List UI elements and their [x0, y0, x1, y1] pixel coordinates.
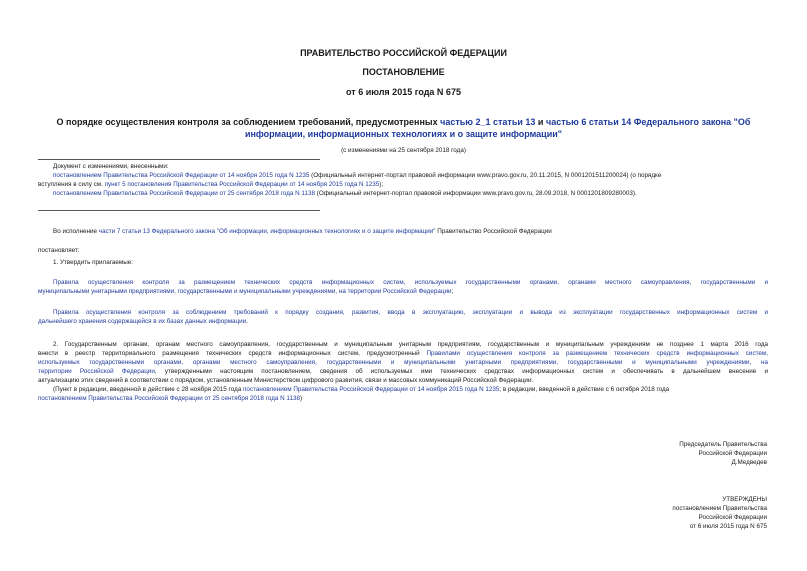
issuing-authority: ПРАВИТЕЛЬСТВО РОССИЙСКОЙ ФЕДЕРАЦИИ: [300, 48, 507, 58]
paragraph-2: [38, 340, 768, 403]
preamble-text: Во исполнение: [53, 228, 99, 235]
amendments-intro: Документ с изменениями, внесенными:: [53, 163, 169, 170]
amendment-2-link[interactable]: постановлением Правительства Российской Федерации от 25 сентября 2018 года N 1138: [53, 190, 315, 197]
document-title: [0, 116, 807, 140]
p2-note-link-2[interactable]: постановлением Правительства Российской Федерации от 25 сентября 2018 года N 1138: [38, 395, 300, 402]
rules-1-end: ;: [451, 288, 454, 295]
paragraph-1: 1. Утвердить прилагаемые:: [53, 259, 133, 266]
rules-1-link-cont[interactable]: муниципальными унитарными предприятиями, государственными и муниципальными учреждениями, на территории Российской Федерации: [38, 288, 452, 295]
title-text-and: и: [535, 117, 546, 127]
amendment-1-link[interactable]: постановлением Правительства Российской Федерации от 14 ноября 2015 года N 1235: [53, 172, 310, 179]
p2-note-mid: ; в редакции, введенной в действие с 6 октября 2018 года: [499, 386, 670, 393]
preamble-post: Правительство Российской Федерации: [435, 228, 552, 235]
p2-note-cont: [38, 394, 768, 403]
amendment-item-1-cont: [38, 180, 773, 189]
rules-2-line-2: [38, 317, 768, 326]
amendment-1-cont-text: вступления в силу см.: [38, 181, 105, 188]
title-text: О порядке осуществления контроля за соблюдением требований, предусмотренных: [56, 117, 441, 127]
rules-1-link[interactable]: Правила осуществления контроля за размещением технических средств информационных систем, используемых государственными органами, органами местного самоуправления, государственными и: [53, 279, 768, 286]
divider-top: [38, 159, 320, 160]
decides-label: постановляет:: [38, 247, 80, 254]
approved-line-4: от 6 июля 2015 года N 675: [689, 523, 767, 530]
signature-country: Российской Федерации: [698, 450, 767, 457]
revision-note: (с изменениями на 25 сентября 2018 года): [341, 147, 466, 154]
amendment-item-2: [53, 189, 773, 198]
amendment-1-end: );: [379, 181, 384, 188]
rules-2-link[interactable]: Правила осуществления контроля за соблюдением требований к порядку создания, развития, ввода в эксплуатацию, эксплуатации и вывода из эксплуатации государственных информационных систем и: [53, 309, 768, 316]
p2-note-text: (Пункт в редакции, введенной в действие с 28 ноября 2015 года: [53, 386, 244, 393]
p2-line-2-text: внести в реестр территориального размещения технических средств информационных систем, предусмотренный: [38, 350, 427, 357]
p2-rules-link[interactable]: Правилами осуществления контроля за размещением технических средств информационных систем,: [426, 350, 768, 357]
document-date-number: от 6 июля 2015 года N 675: [346, 87, 461, 97]
approved-line-2: постановлением Правительства: [672, 505, 767, 512]
p2-rules-link-cont[interactable]: используемых государственными органами, органами местного самоуправления, государственными и муниципальными унитарными предприятиями, государственными и муниципальными учреждениями, на: [38, 359, 768, 366]
p2-line-4: [38, 367, 768, 376]
rules-2-end: .: [246, 318, 248, 325]
title-link-part-2-1[interactable]: частью 2_1 статьи 13: [440, 117, 536, 127]
amendment-1-text: (Официальный интернет-портал правовой информации www.pravo.gov.ru, 20.11.2015, N 0001201511200024) (о порядке: [309, 172, 662, 179]
amendment-1-link-2[interactable]: пункт 5 постановления Правительства Российской Федерации от 14 ноября 2015 года N 1235: [104, 181, 380, 188]
preamble: [53, 227, 773, 236]
p2-note-end: ): [299, 395, 303, 402]
divider-bottom: [38, 210, 320, 211]
preamble-law-link[interactable]: части 7 статьи 13 Федерального закона "Об информации, информационных технологиях и о защите информации": [98, 228, 436, 235]
approved-title: УТВЕРЖДЕНЫ: [722, 496, 767, 503]
rules-1-line-2: [38, 287, 768, 296]
signature-block: [467, 440, 767, 467]
amendments-block: [38, 162, 773, 198]
p2-line-4-text: , утвержденными настоящим постановлением, сведения об используемых ими технических средствах информационных систем и обеспечивать в дальнейшем внесение и: [154, 368, 768, 375]
rules-1: [38, 278, 768, 296]
approved-line-3: Российской Федерации: [698, 514, 767, 521]
rules-2: [38, 308, 768, 326]
p2-note-link-1[interactable]: постановлением Правительства Российской Федерации от 14 ноября 2015 года N 1235: [243, 386, 500, 393]
p2-line-5: актуализацию этих сведений в соответствии с порядком, установленным Министерством цифрового развития, связи и массовых коммуникаций Российской Федерации.: [38, 377, 534, 384]
approved-block: [467, 495, 767, 531]
p2-rules-link-end[interactable]: территории Российской Федерации: [38, 368, 155, 375]
p2-line-1: 2. Государственным органам, органам местного самоуправления, государственным и муниципальным унитарным предприятиям, государственным и муниципальным учреждениям не позднее 1 марта 2016 года: [53, 341, 768, 348]
title-link-law-name[interactable]: информации, информационных технологиях и о защите информации": [244, 129, 563, 139]
document-type: ПОСТАНОВЛЕНИЕ: [362, 67, 445, 77]
title-link-part-6[interactable]: частью 6 статьи 14 Федерального закона "Об: [545, 117, 751, 127]
p2-note: [38, 385, 768, 394]
signature-position: Председатель Правительства: [679, 441, 767, 448]
signature-name: Д.Медведев: [731, 459, 767, 466]
rules-2-link-cont[interactable]: дальнейшего хранения содержащейся в их базах данных информации: [38, 318, 247, 325]
p2-line-2: [38, 349, 768, 358]
amendment-item-1: [53, 171, 773, 180]
amendment-2-text: (Официальный интернет-портал правовой информации www.pravo.gov.ru, 28.09.2018, N 0001201809280003).: [314, 190, 637, 197]
